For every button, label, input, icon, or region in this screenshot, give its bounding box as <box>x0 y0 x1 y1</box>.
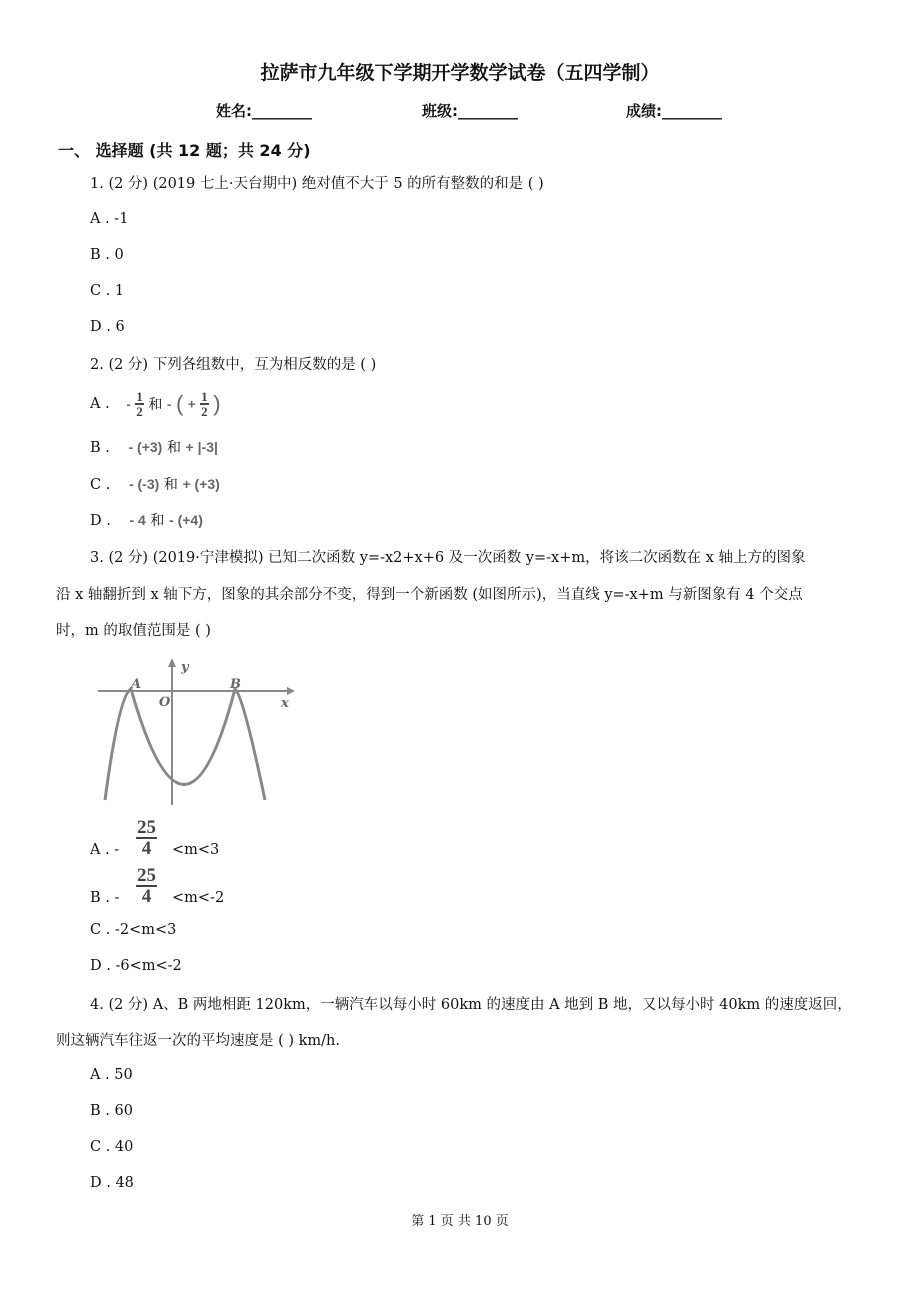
option-label: A . <box>90 396 110 412</box>
option-tail: <m<-2 <box>172 890 225 906</box>
and-word: 和 <box>166 440 181 456</box>
origin-label: O <box>159 695 171 710</box>
option-label: D . <box>90 513 111 529</box>
q2-option-d <box>90 510 203 530</box>
math-expression: - 4 <box>129 512 146 528</box>
question-2-stem: 2. (2 分) 下列各组数中，互为相反数的是 ( ) <box>90 357 377 373</box>
x-axis-arrow-icon <box>287 687 295 695</box>
page-footer: 第 1 页 共 10 页 <box>411 1214 509 1229</box>
fraction-half <box>135 390 144 418</box>
minus-sign: - <box>166 396 172 412</box>
fraction-numerator: 1 <box>136 389 143 404</box>
question-3-line-3: 时，m 的取值范围是 ( ) <box>56 623 211 639</box>
q4-option-c: C . 40 <box>90 1139 134 1155</box>
fraction-numerator: 25 <box>137 865 156 886</box>
parabola-figure <box>95 655 300 807</box>
q3-option-d: D . -6<m<-2 <box>90 958 182 974</box>
graph-lines <box>98 658 295 805</box>
q1-option-a: A . -1 <box>90 211 129 227</box>
section-heading: 一、 选择题 (共 12 题；共 24 分) <box>58 141 311 160</box>
paren-open: ( <box>175 391 184 416</box>
q2-option-b <box>90 437 218 457</box>
fraction-denominator: 4 <box>141 886 152 907</box>
fraction-denominator: 4 <box>141 838 152 859</box>
class-field: 班级:________ <box>422 102 518 120</box>
and-word: 和 <box>148 397 163 413</box>
fraction-denominator: 2 <box>136 404 143 419</box>
math-expression: - (+3) <box>128 439 163 455</box>
q1-option-b: B . 0 <box>90 247 124 263</box>
fraction-denominator: 2 <box>201 404 208 419</box>
point-a-label: A <box>131 677 142 692</box>
folded-parabola-curve <box>105 689 265 800</box>
question-3-line-1: 3. (2 分) (2019·宁津模拟) 已知二次函数 y=-x2+x+6 及一次函数 y=-x+m，将该二次函数在 x 轴上方的图象 <box>90 550 806 566</box>
q2-option-a <box>90 390 221 418</box>
q2-option-c <box>90 474 220 494</box>
option-label: B . <box>90 440 110 456</box>
fraction-numerator: 25 <box>137 817 156 838</box>
fraction-25-over-4 <box>136 818 157 858</box>
point-b-label: B <box>230 677 241 692</box>
question-4-line-2: 则这辆汽车往返一次的平均速度是 ( ) km/h. <box>56 1033 341 1049</box>
q4-option-d: D . 48 <box>90 1175 134 1191</box>
math-expression: - (+4) <box>169 512 203 528</box>
option-label: A . - <box>90 842 120 858</box>
math-expression: + (+3) <box>182 476 220 492</box>
question-4-line-1: 4. (2 分) A、B 两地相距 120km，一辆汽车以每小时 60km 的速度由 A 地到 B 地，又以每小时 40km 的速度返回， <box>90 997 852 1013</box>
plus-sign: + <box>187 396 196 412</box>
name-field: 姓名:________ <box>216 102 312 120</box>
question-1-stem: 1. (2 分) (2019 七上·天台期中) 绝对值不大于 5 的所有整数的和是 ( ) <box>90 176 544 192</box>
option-tail: <m<3 <box>172 842 220 858</box>
q1-option-c: C . 1 <box>90 283 125 299</box>
y-axis-arrow-icon <box>168 658 176 667</box>
and-word: 和 <box>163 477 178 493</box>
option-label: C . <box>90 477 111 493</box>
option-label: B . - <box>90 890 120 906</box>
fraction-25-over-4 <box>136 866 157 906</box>
paren-close: ) <box>213 391 221 416</box>
question-3-line-2: 沿 x 轴翻折到 x 轴下方，图象的其余部分不变，得到一个新函数 (如图所示)，当直线 y=-x+m 与新图象有 4 个交点 <box>56 587 803 603</box>
fraction-numerator: 1 <box>201 389 208 404</box>
y-axis-label: y <box>181 660 189 675</box>
minus-sign: - <box>126 396 131 412</box>
fraction-half <box>200 390 209 418</box>
q4-option-a: A . 50 <box>90 1067 133 1083</box>
q3-option-c: C . -2<m<3 <box>90 922 177 938</box>
math-expression: + |-3| <box>185 439 218 455</box>
x-axis-label: x <box>281 696 289 711</box>
q4-option-b: B . 60 <box>90 1103 133 1119</box>
q1-option-d: D . 6 <box>90 319 125 335</box>
page-title: 拉萨市九年级下学期开学数学试卷（五四学制） <box>260 62 660 84</box>
score-field: 成绩:________ <box>626 102 722 120</box>
and-word: 和 <box>150 513 165 529</box>
math-expression: - (-3) <box>128 476 160 492</box>
